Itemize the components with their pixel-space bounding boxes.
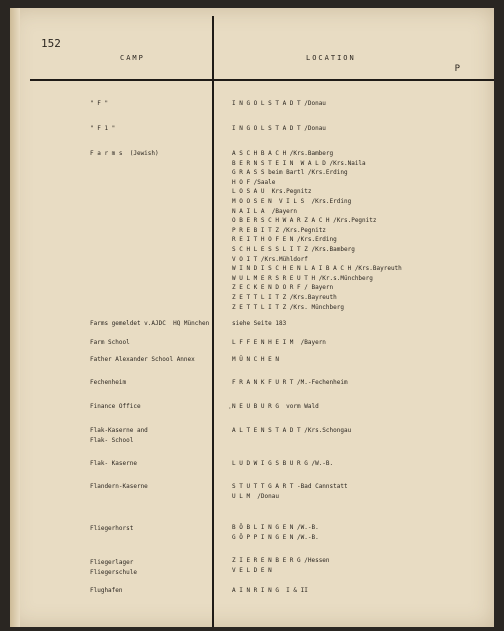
camp-name: Father Alexander School Annex [90, 356, 195, 363]
camp-name: Flak- Kaserne [90, 460, 137, 467]
column-divider [212, 16, 214, 627]
location-entry: S C H L E S S L I T Z /Krs.Bamberg [232, 246, 355, 253]
location-entry: A S C H B A C H /Krs.Bamberg [232, 150, 334, 157]
location-entry: A L T E N S T A D T /Krs.Schongau [232, 427, 352, 434]
camp-name: Flak-Kaserne and Flak- School [90, 427, 148, 444]
location-entry: siehe Seite 183 [232, 320, 287, 327]
column-header-camp: CAMP [120, 54, 145, 62]
stray-dot: · [228, 405, 232, 412]
location-entry: G Ö P P I N G E N /W.-B. [232, 533, 319, 541]
location-entry: M O O S E N V I L S /Krs.Erding [232, 198, 352, 205]
camp-name: Flughafen [90, 587, 123, 594]
location-entry: L O S A U Krs.Pegnitz [232, 188, 312, 196]
corner-mark: P [454, 64, 460, 74]
location-entry: O B E R S C H W A R Z A C H /Krs.Pegnitz [232, 217, 377, 225]
camp-name: Fliegerhorst [90, 525, 134, 532]
location-entry: A I N R I N G I & II [232, 587, 308, 594]
camp-name: Farms gemeldet v.AJDC HQ München [90, 320, 210, 327]
location-entry: V O I T /Krs.Mühldorf [232, 255, 308, 263]
location-entry: Z E T T L I T Z /Krs. Münchberg [232, 303, 344, 311]
location-entry: S T U T T G A R T -Bad Cannstatt [232, 483, 348, 490]
location-entry: V E L D E N [232, 566, 272, 574]
camp-name: Fechenheim [90, 379, 127, 386]
location-entry: G R A S S beim Bartl /Krs.Erding [232, 169, 348, 177]
header-rule [30, 79, 494, 81]
location-entry: W U L M E R S R E U T H /Kr.s.Münchberg [232, 274, 373, 282]
location-entry: W I N D I S C H E N L A I B A C H /Krs.Bayreuth [232, 265, 402, 273]
location-entry: B Ö B L I N G E N /W.-B. [232, 524, 319, 531]
location-entry: I N G O L S T A D T /Donau [232, 100, 326, 107]
camp-name: Flandern-Kaserne [90, 483, 148, 490]
location-entry: I N G O L S T A D T /Donau [232, 125, 326, 132]
location-entry: L U D W I G S B U R G /W.-B. [232, 460, 334, 467]
document-page [10, 8, 494, 627]
camp-name: Farm School [90, 339, 130, 346]
camp-name: " F 1 " [90, 125, 116, 132]
location-entry: U L M /Donau [232, 492, 279, 500]
location-entry: M Ü N C H E N [232, 356, 279, 363]
location-entry: Z E C K E N D O R F / Bayern [232, 284, 334, 292]
camp-name: F a r m s (Jewish) [90, 150, 159, 157]
location-entry: R E I T H O F E N /Krs.Erding [232, 236, 337, 244]
location-entry: Z E T T L I T Z /Krs.Bayreuth [232, 294, 337, 301]
location-entry: Z I E R E N B E R G /Hessen [232, 557, 330, 564]
location-entry: N A I L A /Bayern [232, 207, 298, 215]
location-entry: L F F E N H E I M /Bayern [232, 339, 326, 346]
page-number: 152 [41, 37, 61, 50]
camp-name: Finance Office [90, 403, 141, 410]
column-header-location: LOCATION [306, 54, 356, 62]
camp-name: " F " [90, 100, 109, 107]
camp-name: Fliegerlager Fliegerschule [90, 559, 137, 576]
location-entry: P R E B I T Z /Krs.Pegnitz [232, 226, 326, 234]
location-entry: B E R N S T E I N W A L D /Krs.Naila [232, 159, 366, 167]
location-entry: H O F /Saale [232, 178, 276, 186]
location-entry: N E U B U R G vorm Wald [232, 403, 319, 410]
location-entry: F R A N K F U R T /M.-Fechenheim [232, 379, 348, 386]
